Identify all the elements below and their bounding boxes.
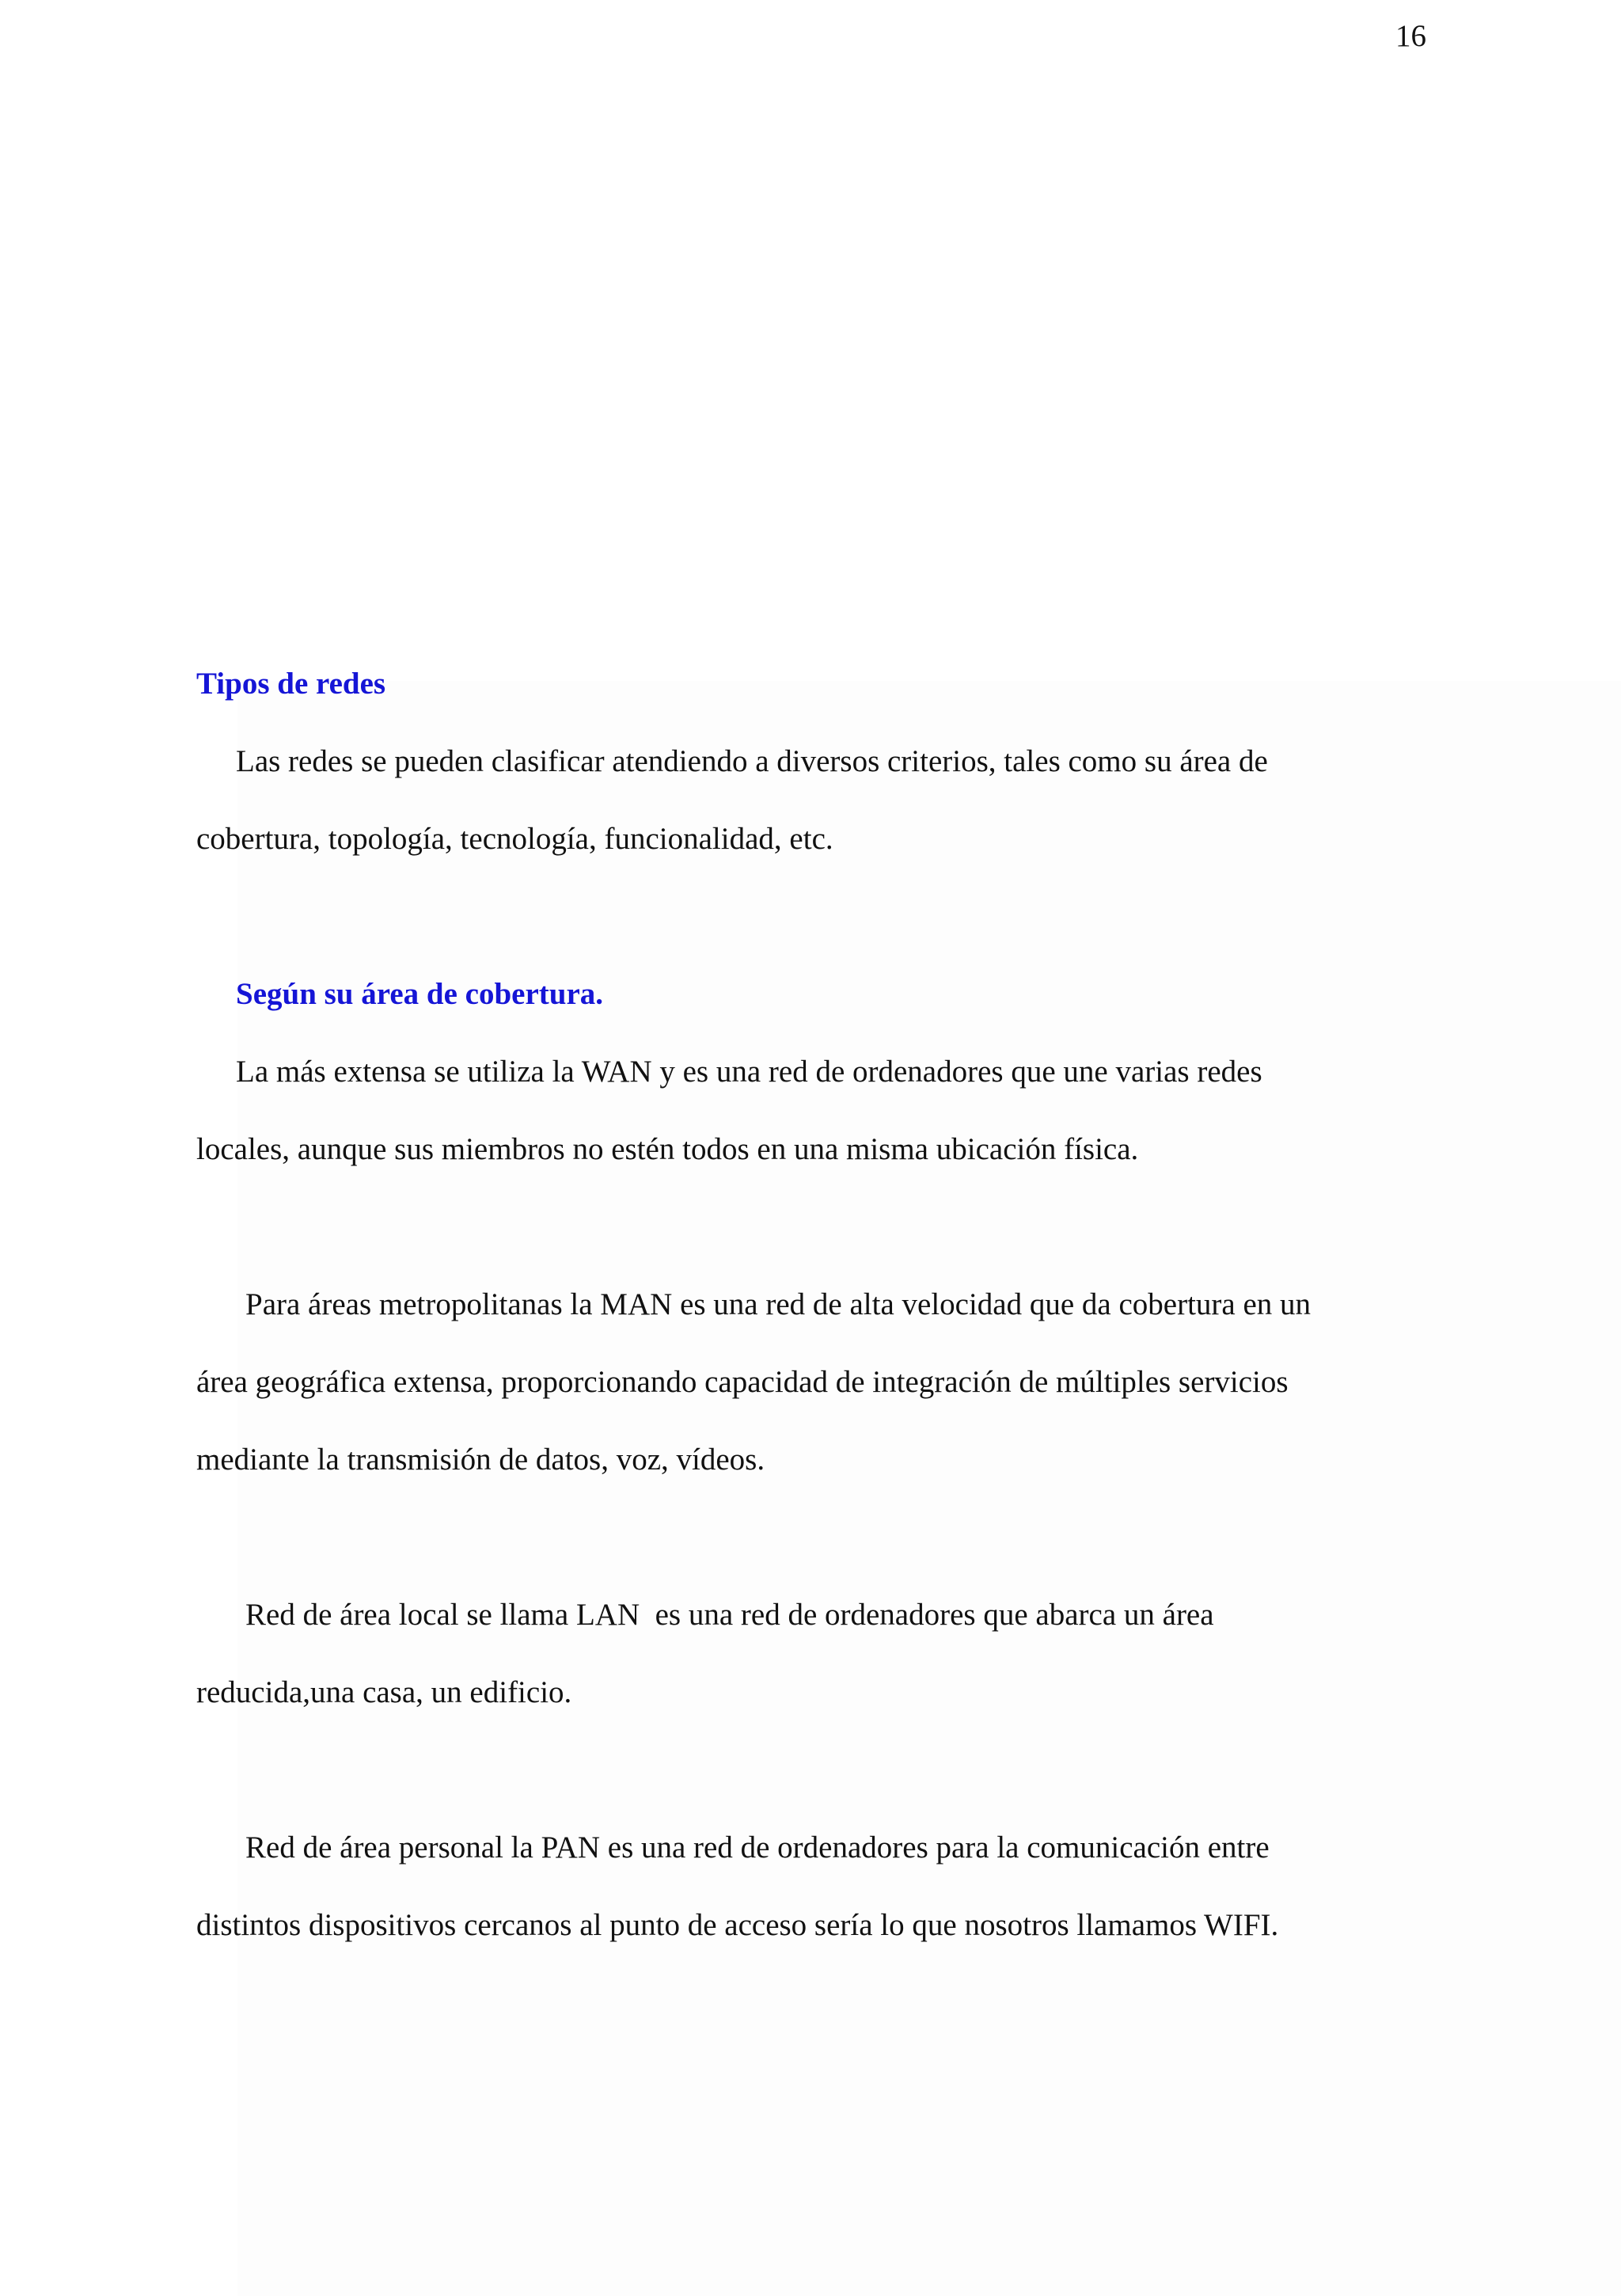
- paragraph-man-line-2: área geográfica extensa, proporcionando capacidad de integración de múltiples servicios: [196, 1365, 1289, 1399]
- page-background-shade: [237, 681, 1621, 2296]
- paragraph-wan-line-1: La más extensa se utiliza la WAN y es una red de ordenadores que une varias redes: [236, 1055, 1262, 1089]
- paragraph-man-line-1: Para áreas metropolitanas la MAN es una red de alta velocidad que da cobertura en un: [245, 1287, 1312, 1321]
- paragraph-man-line-3: mediante la transmisión de datos, voz, vídeos.: [196, 1443, 765, 1477]
- intro-line-1: Las redes se pueden clasificar atendiendo a diversos criterios, tales como su área de: [236, 744, 1268, 778]
- subsection-title: Según su área de cobertura.: [236, 977, 604, 1011]
- paragraph-pan-line-1: Red de área personal la PAN es una red de ordenadores para la comunicación entre: [245, 1830, 1270, 1865]
- intro-line-2: cobertura, topología, tecnología, funcionalidad, etc.: [196, 822, 833, 856]
- page-number: 16: [1395, 19, 1426, 53]
- section-title: Tipos de redes: [196, 667, 386, 701]
- paragraph-lan-line-1: Red de área local se llama LAN es una red de ordenadores que abarca un área: [245, 1598, 1214, 1632]
- paragraph-pan-line-2: distintos dispositivos cercanos al punto de acceso sería lo que nosotros llamamos WIFI.: [196, 1908, 1279, 1942]
- paragraph-lan-line-2: reducida,una casa, un edificio.: [196, 1675, 572, 1709]
- paragraph-wan-line-2: locales, aunque sus miembros no estén todos en una misma ubicación física.: [196, 1132, 1139, 1166]
